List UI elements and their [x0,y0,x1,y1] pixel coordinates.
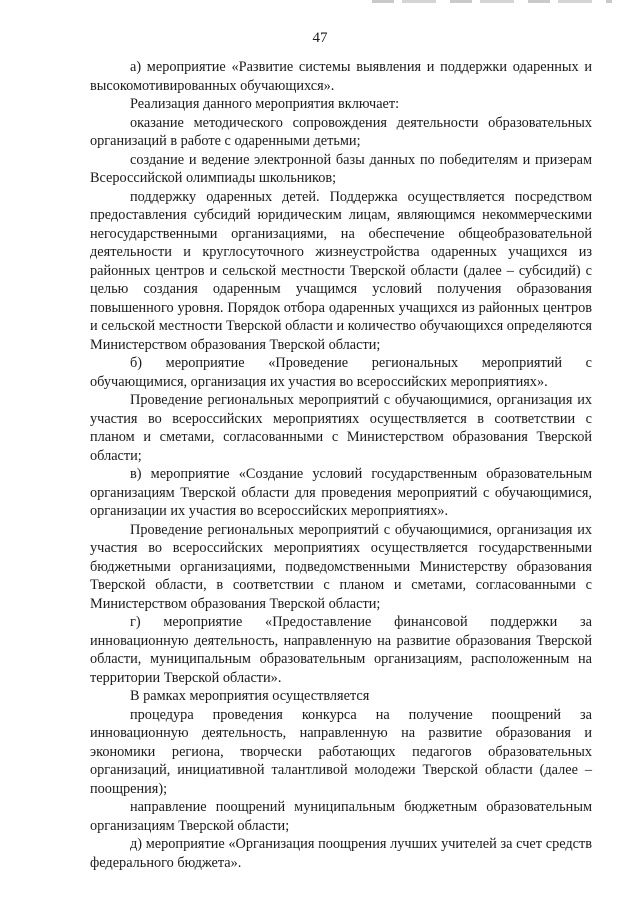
paragraph: в) мероприятие «Создание условий государственным образовательным организациям Тверской области для проведения мероприятий с обучающимися, организации их участия во всероссийских мероприятиях». [90,466,592,519]
paragraph: В рамках мероприятия осуществляется [130,688,370,704]
paragraph: оказание методического сопровождения деятельности образовательных организаций в работе с одаренными детьми; [90,114,592,149]
paragraph: г) мероприятие «Предоставление финансовой поддержки за инновационную деятельность, направленную на развитие образования Тверской области, муниципальным образовательным организациям, расположенным на территории Тверской области». [90,614,592,686]
paragraph: процедура проведения конкурса на получение поощрений за инновационную деятельность, направленную на развитие образования и экономики региона, творчески работающих педагогов образовательных организаций, инициативной талантливой молодежи Тверской области (далее – поощрения); [90,706,592,797]
paragraph: д) мероприятие «Организация поощрения лучших учителей за счет средств федерального бюджета». [90,836,592,871]
paragraph: создание и ведение электронной базы данных по победителям и призерам Всероссийской олимпиады школьников; [90,151,592,186]
paragraph: поддержку одаренных детей. Поддержка осуществляется посредством предоставления субсидий юридическим лицам, являющимся некоммерческими негосударственными организациями, на обеспечение общеобразовательной деятельности и круглосуточного жизнеустройства одаренных учащихся из районных центров и сельской местности Тверской области (далее – субсидий) с целью создания одаренным учащимся условий получения образования повышенного уровня. Порядок отбора одаренных учащихся из районных центров и сельской местности Тверской области и количество обучающихся определяются Министерством образования Тверской области; [90,188,592,353]
scan-artifact [372,0,612,3]
paragraph: направление поощрений муниципальным бюджетным образовательным организациям Тверской области; [90,799,592,834]
paragraph: Проведение региональных мероприятий с обучающимися, организация их участия во всероссийских мероприятиях осуществляется государственными бюджетными организациями, подведомственными Министерству образования Тверской области, в соответствии с планом и сметами, согласованными с Министерством образования Тверской области; [90,521,592,612]
page-body [90,58,592,872]
page-number: 47 [312,30,328,46]
paragraph: б) мероприятие «Проведение региональных мероприятий с обучающимися, организация их участия во всероссийских мероприятиях». [90,355,592,390]
paragraph: Проведение региональных мероприятий с обучающимися, организация их участия во всероссийских мероприятиях осуществляется в соответствии с планом и сметами, согласованными с Министерством образования Тверской области; [90,392,592,464]
paragraph: а) мероприятие «Развитие системы выявления и поддержки одаренных и высокомотивированных обучающихся». [90,59,592,94]
paragraph: Реализация данного мероприятия включает: [130,96,400,112]
